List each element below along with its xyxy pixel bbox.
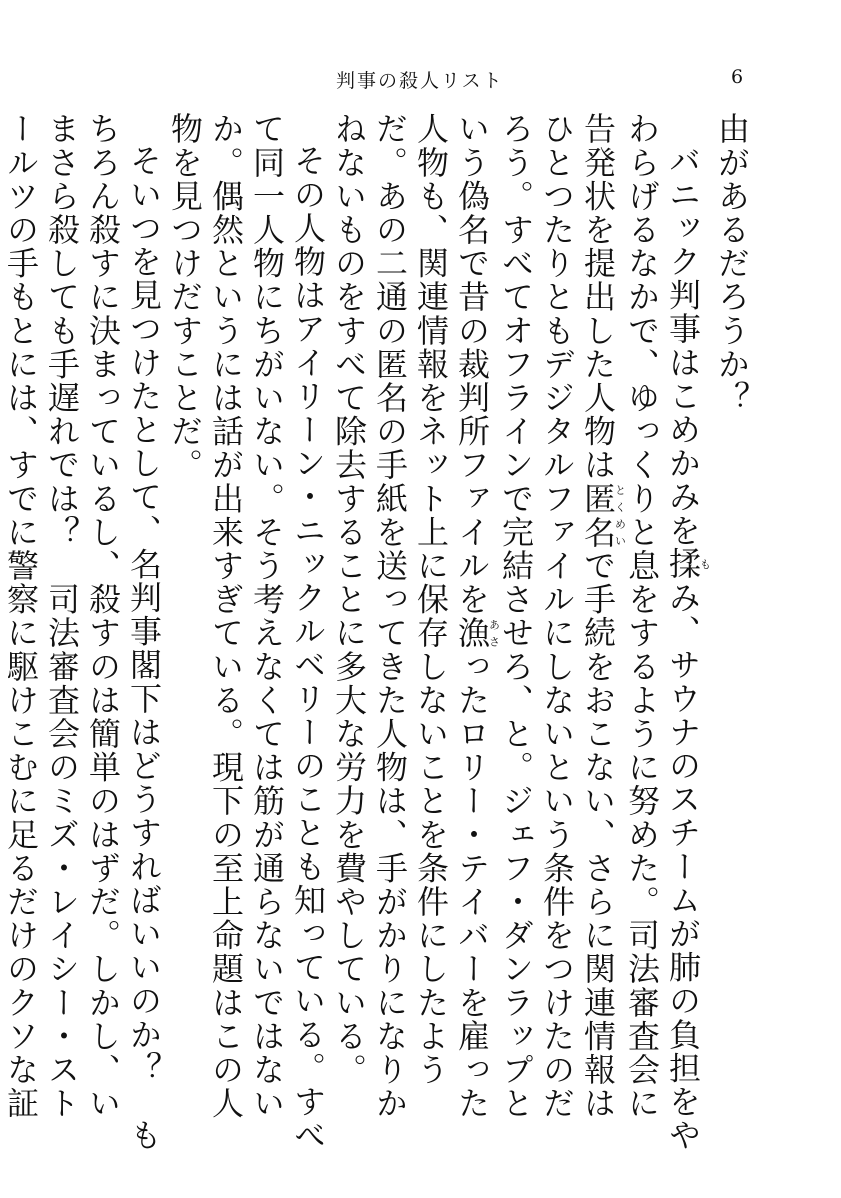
paragraph-2-text-c: で手続をおこない、さらに関連情報はひとつたりともデジタルファイルにしないという条件をつけたのだろう。すべてオフラインで完結させろ、と。ジェフ・ダンラップという偽名で昔の裁判所ファイルを: [453, 112, 617, 1121]
ruby-base-tokumei: 匿名: [579, 481, 617, 549]
ruby-tokumei: [579, 481, 627, 549]
ruby-base-asa: 漁: [453, 616, 491, 650]
paragraph-2-text-a: バニック判事はこめかみを: [664, 144, 702, 548]
ruby-reading-asa: あさ: [487, 616, 501, 650]
running-title: 判事の殺人リスト: [336, 70, 504, 92]
paragraph-2-text-d: ったロリー・テイバーを雇った人物も、関連情報をネット上に保存しないことを条件にしたようだ。あの二通の匿名の手紙を送ってきた人物は、手がかりになりかねないものをすべて除去することに多大な労力を費やしている。: [330, 112, 491, 1121]
page-number: 6: [731, 66, 744, 88]
paragraph-2: [328, 112, 711, 1152]
ruby-asa: [453, 616, 501, 650]
ruby-base-momi: 揉: [664, 547, 702, 581]
paragraph-4: そいつを見つけたとして、名判事閣下はどうすればいいのか？ もちろん殺すに決まっているし、殺すのは簡単のはずだ。しかし、いまさら殺しても手遅れでは？ 司法審査会のミズ・レイシー・ストールツの手もとには、すでに警察に駆けこむに足るだけのクソな証: [2, 112, 163, 1152]
vertical-body-text: [0, 112, 752, 1152]
paragraph-3: その人物はアイリーン・ニックルベリーのことも知っている。すべて同一人物にちがいない。そう考えなくては筋が通らないではないか。偶然というには話が出来すぎている。現下の至上命題はこの人物を見つけだすことだ。: [166, 112, 327, 1152]
paragraph-1: 由があるだろうか？: [713, 112, 751, 415]
paragraph-2-text-b: み、サウナのスチームが肺の負担をやわらげるなかで、ゆっくりと息をするように努めた。司法審査会に告発状を提出した人物は: [579, 112, 702, 1153]
ruby-momi: [664, 547, 712, 581]
ruby-reading-tokumei: とくめい: [613, 481, 627, 549]
ruby-reading-momi: も: [698, 547, 712, 581]
